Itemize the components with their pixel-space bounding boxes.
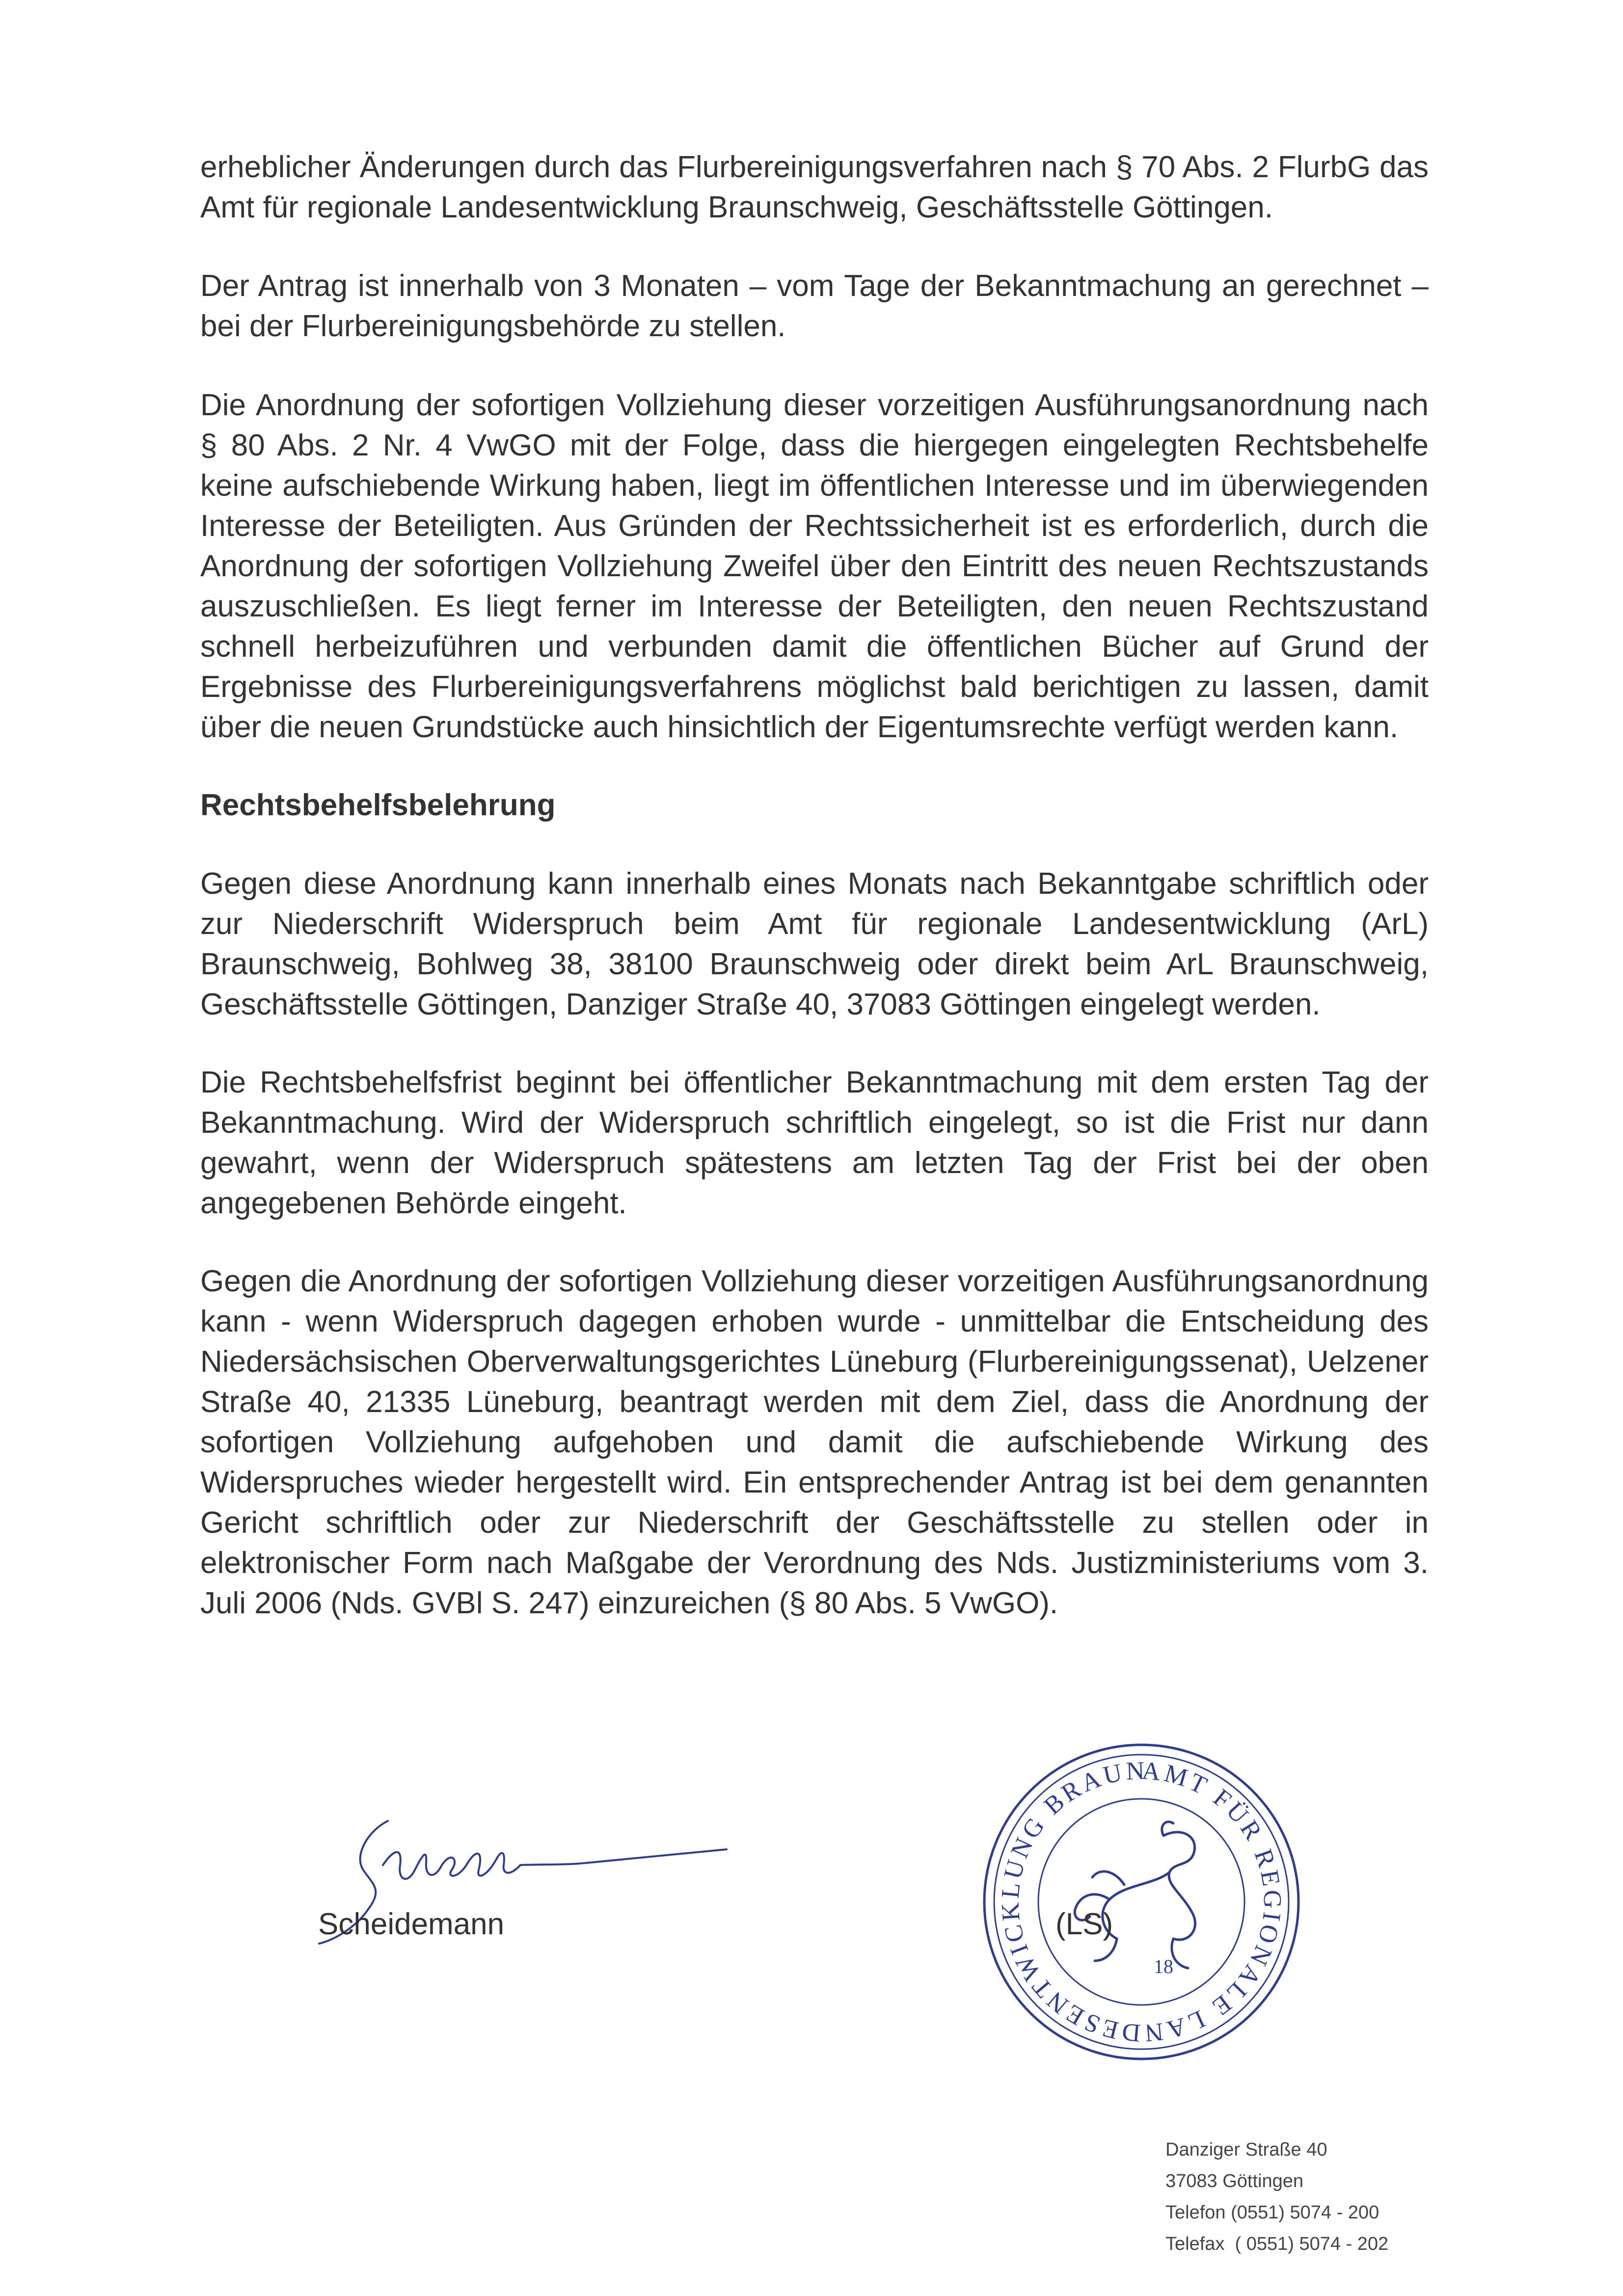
sender-address xyxy=(1165,2134,1388,2260)
svg-text:AMT FÜR REGIONALE LANDESENTWIC xyxy=(977,1737,1286,2047)
section-heading: Rechtsbehelfsbelehrung xyxy=(200,788,556,822)
paragraph-intro: erheblicher Änderungen durch das Flurbereinigungsverfahren nach § 70 Abs. 2 FlurbG das Amt für regionale Landesentwicklung Braunschweig, Geschäftsstelle Göttingen. xyxy=(200,150,1429,224)
address-phone: Telefon (0551) 5074 - 200 xyxy=(1165,2202,1380,2223)
seal-number: 18 xyxy=(1154,1955,1173,1977)
address-fax: Telefax ( 0551) 5074 - 202 xyxy=(1165,2234,1389,2254)
signer-name: Scheidemann xyxy=(318,1907,505,1941)
address-city: 37083 Göttingen xyxy=(1165,2171,1304,2191)
paragraph-objection: Gegen diese Anordnung kann innerhalb eines Monats nach Bekanntgabe schriftlich oder zur Niederschrift Widerspruch beim Amt für regionale Landesentwicklung (ArL) Braunschweig, Bohlweg 38, 38100 Braunschweig oder direkt beim ArL Braunschweig, Geschäftsstelle Göttingen, Danziger Straße 40, 37083 Göttingen eingelegt werden. xyxy=(200,867,1429,1021)
paragraph-deadline-start: Die Rechtsbehelfsfrist beginnt bei öffentlicher Bekanntmachung mit dem ersten Tag der Bekanntmachung. Wird der Widerspruch schriftlich eingelegt, so ist die Frist nur dann gewahrt, wenn der Widerspruch spätestens am letzten Tag der Frist bei der oben angegebenen Behörde eingeht. xyxy=(200,1066,1429,1220)
address-street: Danziger Straße 40 xyxy=(1165,2139,1327,2160)
paragraph-immediate-enforcement: Die Anordnung der sofortigen Vollziehung dieser vorzeitigen Ausführungsanordnung nach § 80 Abs. 2 Nr. 4 VwGO mit der Folge, dass die hiergegen eingelegten Rechtsbehelfe keine aufschiebende Wirkung haben, liegt im öffentlichen Interesse und im überwiegenden Interesse der Beteiligten. Aus Gründen der Rechtssicherheit ist es erforderlich, durch die Anordnung der sofortigen Vollziehung Zweifel über den Eintritt des neuen Rechtszustands auszuschließen. Es liegt ferner im Interesse der Beteiligten, den neuen Rechtszustand schnell herbeizuführen und verbunden damit die öffentlichen Bücher auf Grund der Ergebnisse des Flurbereinigungsverfahrens möglichst bald berichtigen zu lassen, damit über die neuen Grundstücke auch hinsichtlich der Eigentumsrechte verfügt werden kann. xyxy=(200,388,1429,744)
horse-emblem-icon xyxy=(1075,1822,1195,1968)
seal-label: (LS) xyxy=(1055,1907,1113,1941)
paragraph-court-application: Gegen die Anordnung der sofortigen Vollziehung dieser vorzeitigen Ausführungsanordnung kann - wenn Widerspruch dagegen erhoben wurde - unmittelbar die Entscheidung des Niedersächsischen Oberverwaltungsgerichtes Lüneburg (Flurbereinigungssenat), Uelzener Straße 40, 21335 Lüneburg, beantragt werden mit dem Ziel, dass die Anordnung der sofortigen Vollziehung aufgehoben und damit die aufschiebende Wirkung des Widerspruches wieder hergestellt wird. Ein entsprechender Antrag ist bei dem genannten Gericht schriftlich oder zur Niederschrift der Geschäftsstelle zu stellen oder in elektronischer Form nach Maßgabe der Verordnung des Nds. Justizministeriums vom 3. Juli 2006 (Nds. GVBl S. 247) einzureichen (§ 80 Abs. 5 VwGO). xyxy=(200,1264,1429,1620)
official-seal xyxy=(977,1737,1306,2066)
paragraph-deadline: Der Antrag ist innerhalb von 3 Monaten – vom Tage der Bekanntmachung an gerechnet – bei der Flurbereinigungsbehörde zu stellen. xyxy=(200,269,1429,343)
seal-ring-text: AMT FÜR REGIONALE LANDESENTWICKLUNG BRAUN xyxy=(996,1757,1287,2047)
